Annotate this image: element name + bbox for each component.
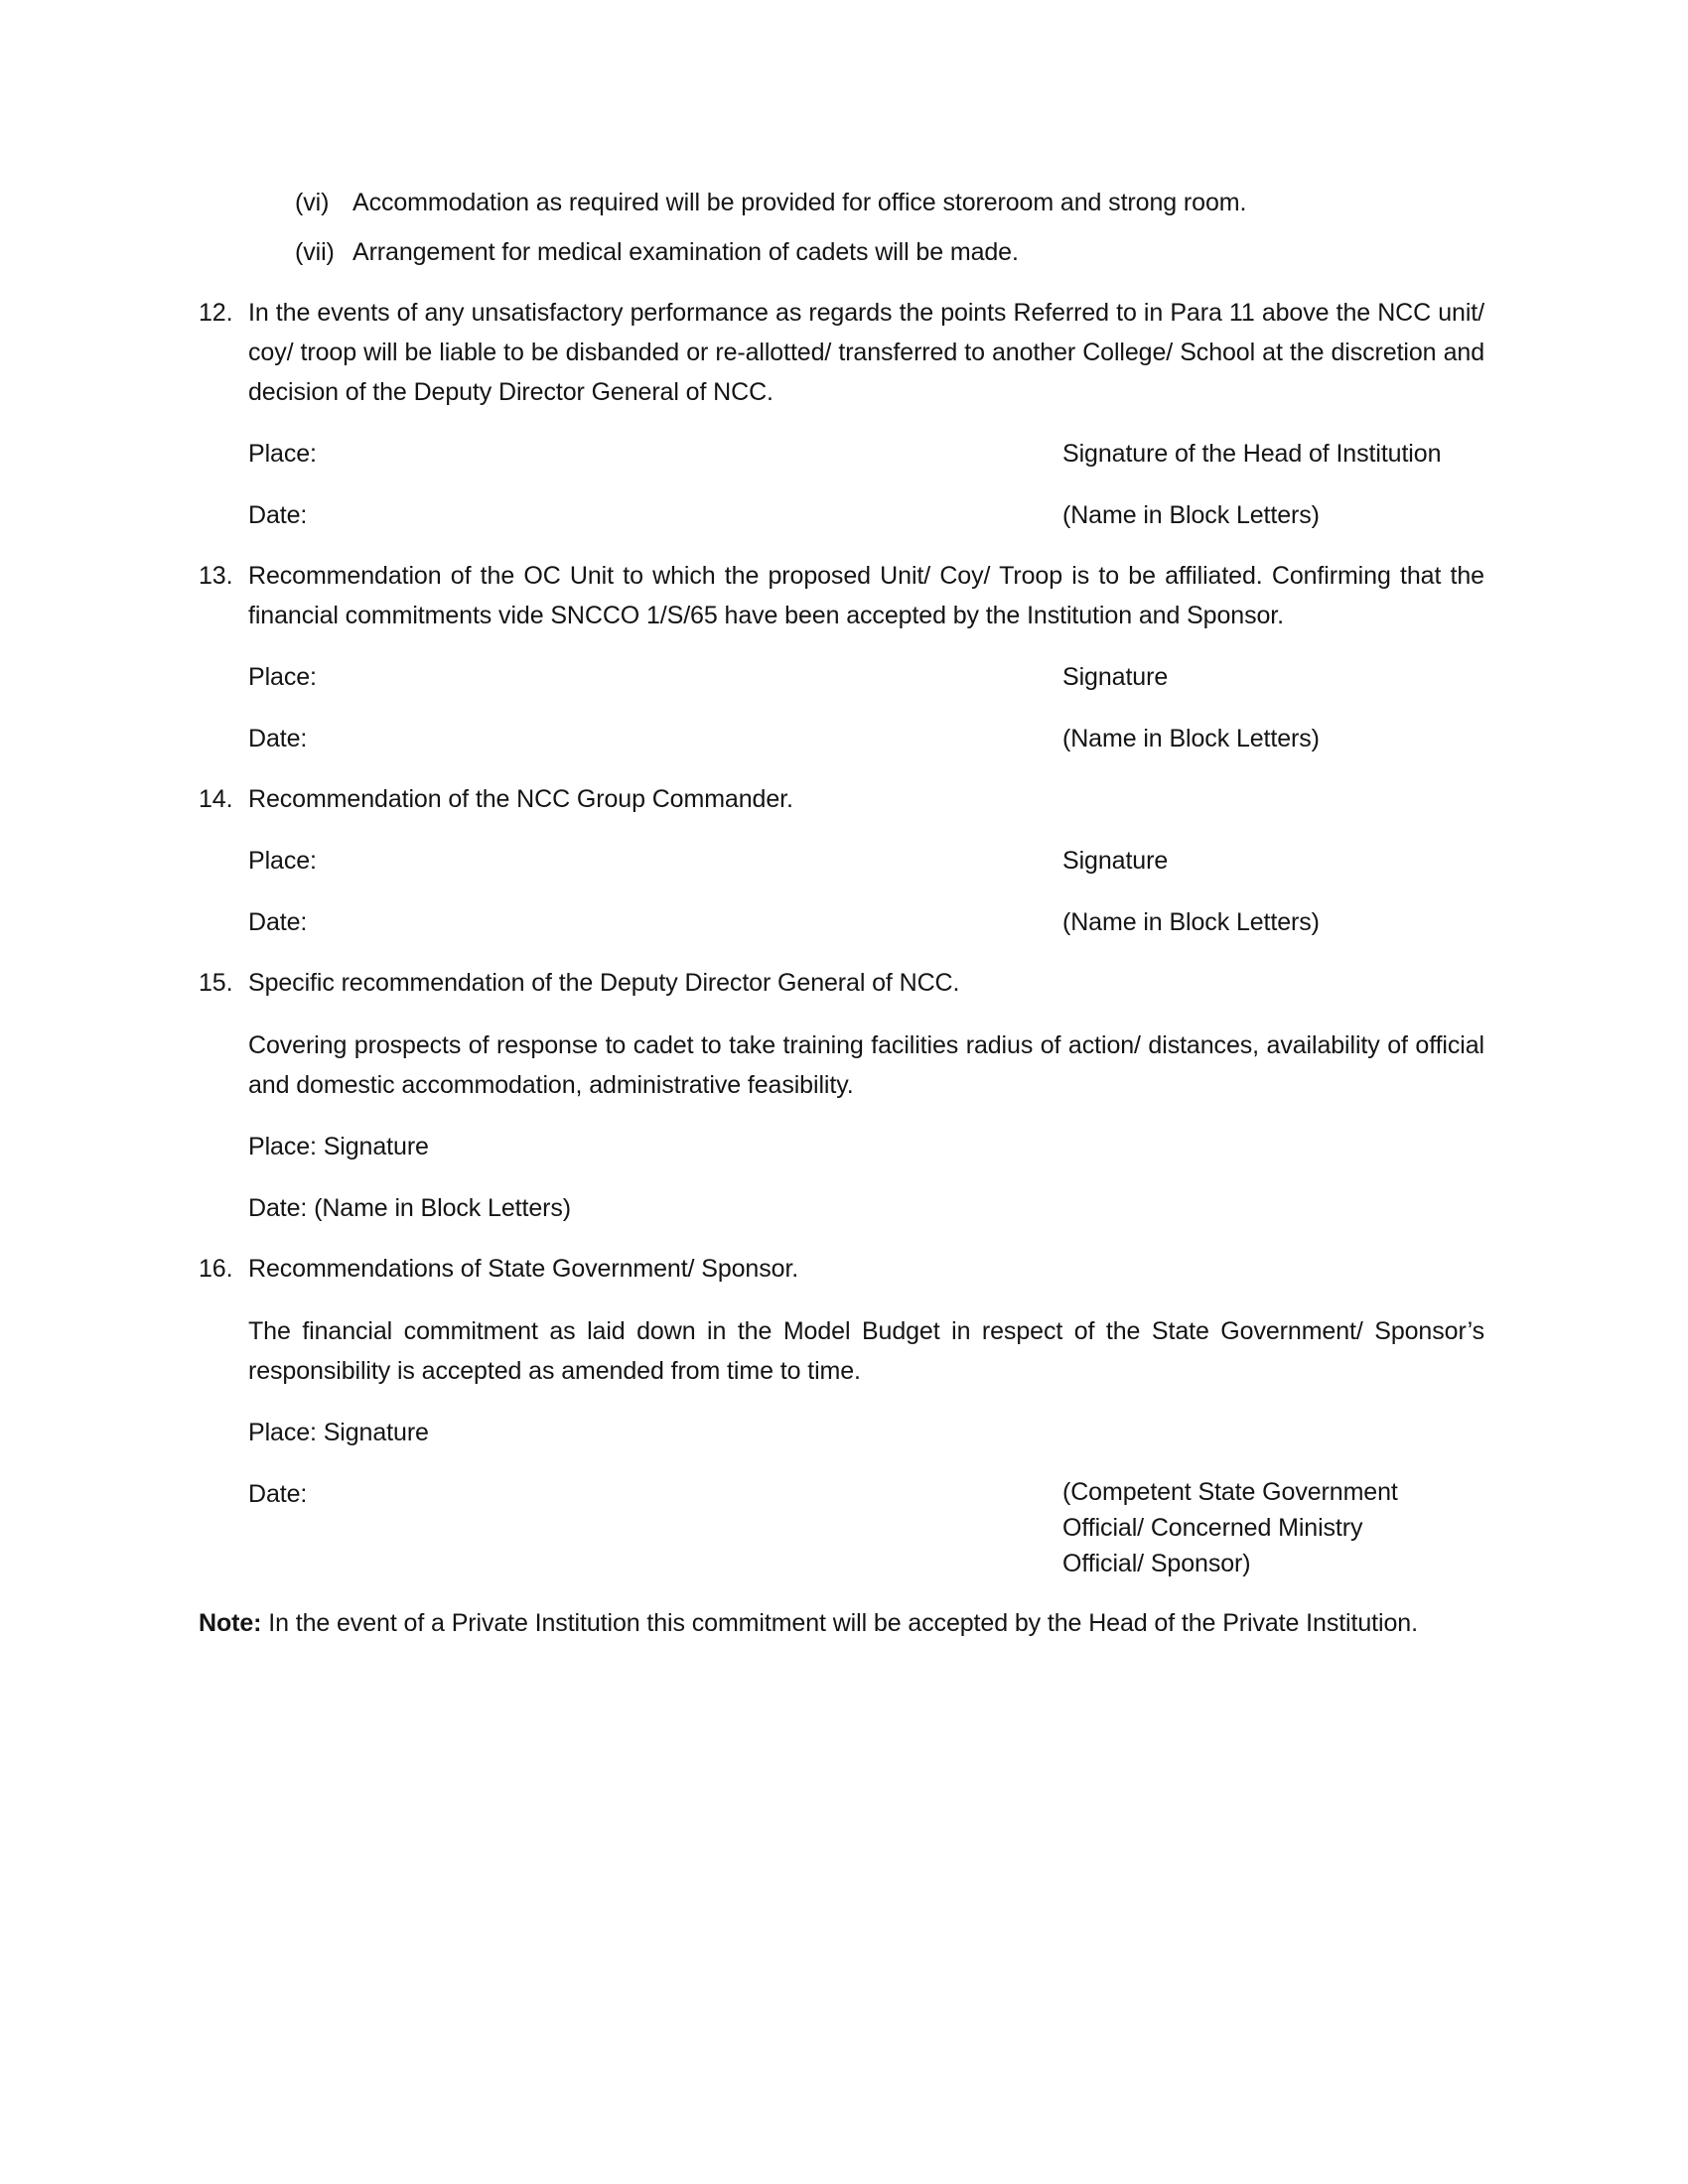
subitem-label: (vii): [295, 238, 335, 266]
signature-row: [248, 657, 1484, 697]
place-signature-line: Place: Signature: [248, 1419, 429, 1446]
item-body: [248, 963, 1484, 1228]
date-row: [248, 495, 1484, 535]
date-row: [248, 902, 1484, 942]
date-label: Date:: [248, 1480, 308, 1508]
list-item-14: [199, 779, 1484, 942]
place-label: Place:: [248, 663, 317, 691]
list-item-12: [199, 293, 1484, 535]
item-body: [248, 293, 1484, 535]
place-signature-line: Place: Signature: [248, 1133, 429, 1160]
competent-official-line: Official/ Sponsor): [1062, 1550, 1251, 1577]
item-paragraph: The financial commitment as laid down in the Model Budget in respect of the State Government/ Sponsor’s responsibility is accepted as amended from time to time.: [248, 1317, 1484, 1385]
item-text: Recommendation of the OC Unit to which the proposed Unit/ Coy/ Troop is to be affiliated. Confirming that the financial commitments vide SNCCO 1/S/65 have been accepted by the Institution and Sponsor.: [248, 562, 1484, 629]
list-item-13: [199, 556, 1484, 758]
item-text: Recommendations of State Government/ Sponsor.: [248, 1255, 799, 1283]
place-label: Place:: [248, 847, 317, 875]
note-label: Note:: [199, 1609, 262, 1637]
note: [199, 1603, 1484, 1643]
date-label: Date:: [248, 725, 308, 752]
name-block-letters-label: (Name in Block Letters): [1062, 501, 1320, 529]
signature-row: [248, 841, 1484, 881]
item-text: Specific recommendation of the Deputy Director General of NCC.: [248, 969, 960, 997]
date-row: [248, 1474, 1484, 1581]
subitem-vii: [295, 232, 1484, 272]
item-number: 16.: [199, 1255, 233, 1283]
item-number: 14.: [199, 785, 233, 813]
signature-label: Signature of the Head of Institution: [1062, 440, 1442, 468]
item-body: [248, 1249, 1484, 1581]
date-row: [248, 719, 1484, 758]
date-label: Date:: [248, 908, 308, 936]
subitem-label: (vi): [295, 189, 330, 216]
list-item-16: [199, 1249, 1484, 1581]
subitem-text: Accommodation as required will be provided for office storeroom and strong room.: [352, 189, 1247, 216]
date-name-line: Date: (Name in Block Letters): [248, 1194, 571, 1222]
subitem-text: Arrangement for medical examination of cadets will be made.: [352, 238, 1019, 266]
competent-official-label: [1062, 1474, 1484, 1581]
item-text: Recommendation of the NCC Group Commander.: [248, 785, 793, 813]
signature-row: [248, 434, 1484, 474]
date-label: Date:: [248, 501, 308, 529]
item-number: 12.: [199, 299, 233, 327]
name-block-letters-label: (Name in Block Letters): [1062, 908, 1320, 936]
list-item-15: [199, 963, 1484, 1228]
subitem-vi: [295, 183, 1484, 222]
signature-label: Signature: [1062, 663, 1169, 691]
name-block-letters-label: (Name in Block Letters): [1062, 725, 1320, 752]
note-text: In the event of a Private Institution this commitment will be accepted by the Head of the Private Institution.: [268, 1609, 1418, 1637]
item-body: [248, 556, 1484, 758]
item-number: 13.: [199, 562, 233, 590]
signature-label: Signature: [1062, 847, 1169, 875]
item-number: 15.: [199, 969, 233, 997]
place-label: Place:: [248, 440, 317, 468]
competent-official-line: (Competent State Government: [1062, 1478, 1398, 1506]
item-text: In the events of any unsatisfactory performance as regards the points Referred to in Para 11 above the NCC unit/ coy/ troop will be liable to be disbanded or re-allotted/ transferred to another College/ School at the discretion and decision of the Deputy Director General of NCC.: [248, 299, 1484, 406]
competent-official-line: Official/ Concerned Ministry: [1062, 1514, 1363, 1542]
item-paragraph: Covering prospects of response to cadet to take training facilities radius of action/ distances, availability of official and domestic accommodation, administrative feasibility.: [248, 1031, 1484, 1099]
item-body: [248, 779, 1484, 942]
